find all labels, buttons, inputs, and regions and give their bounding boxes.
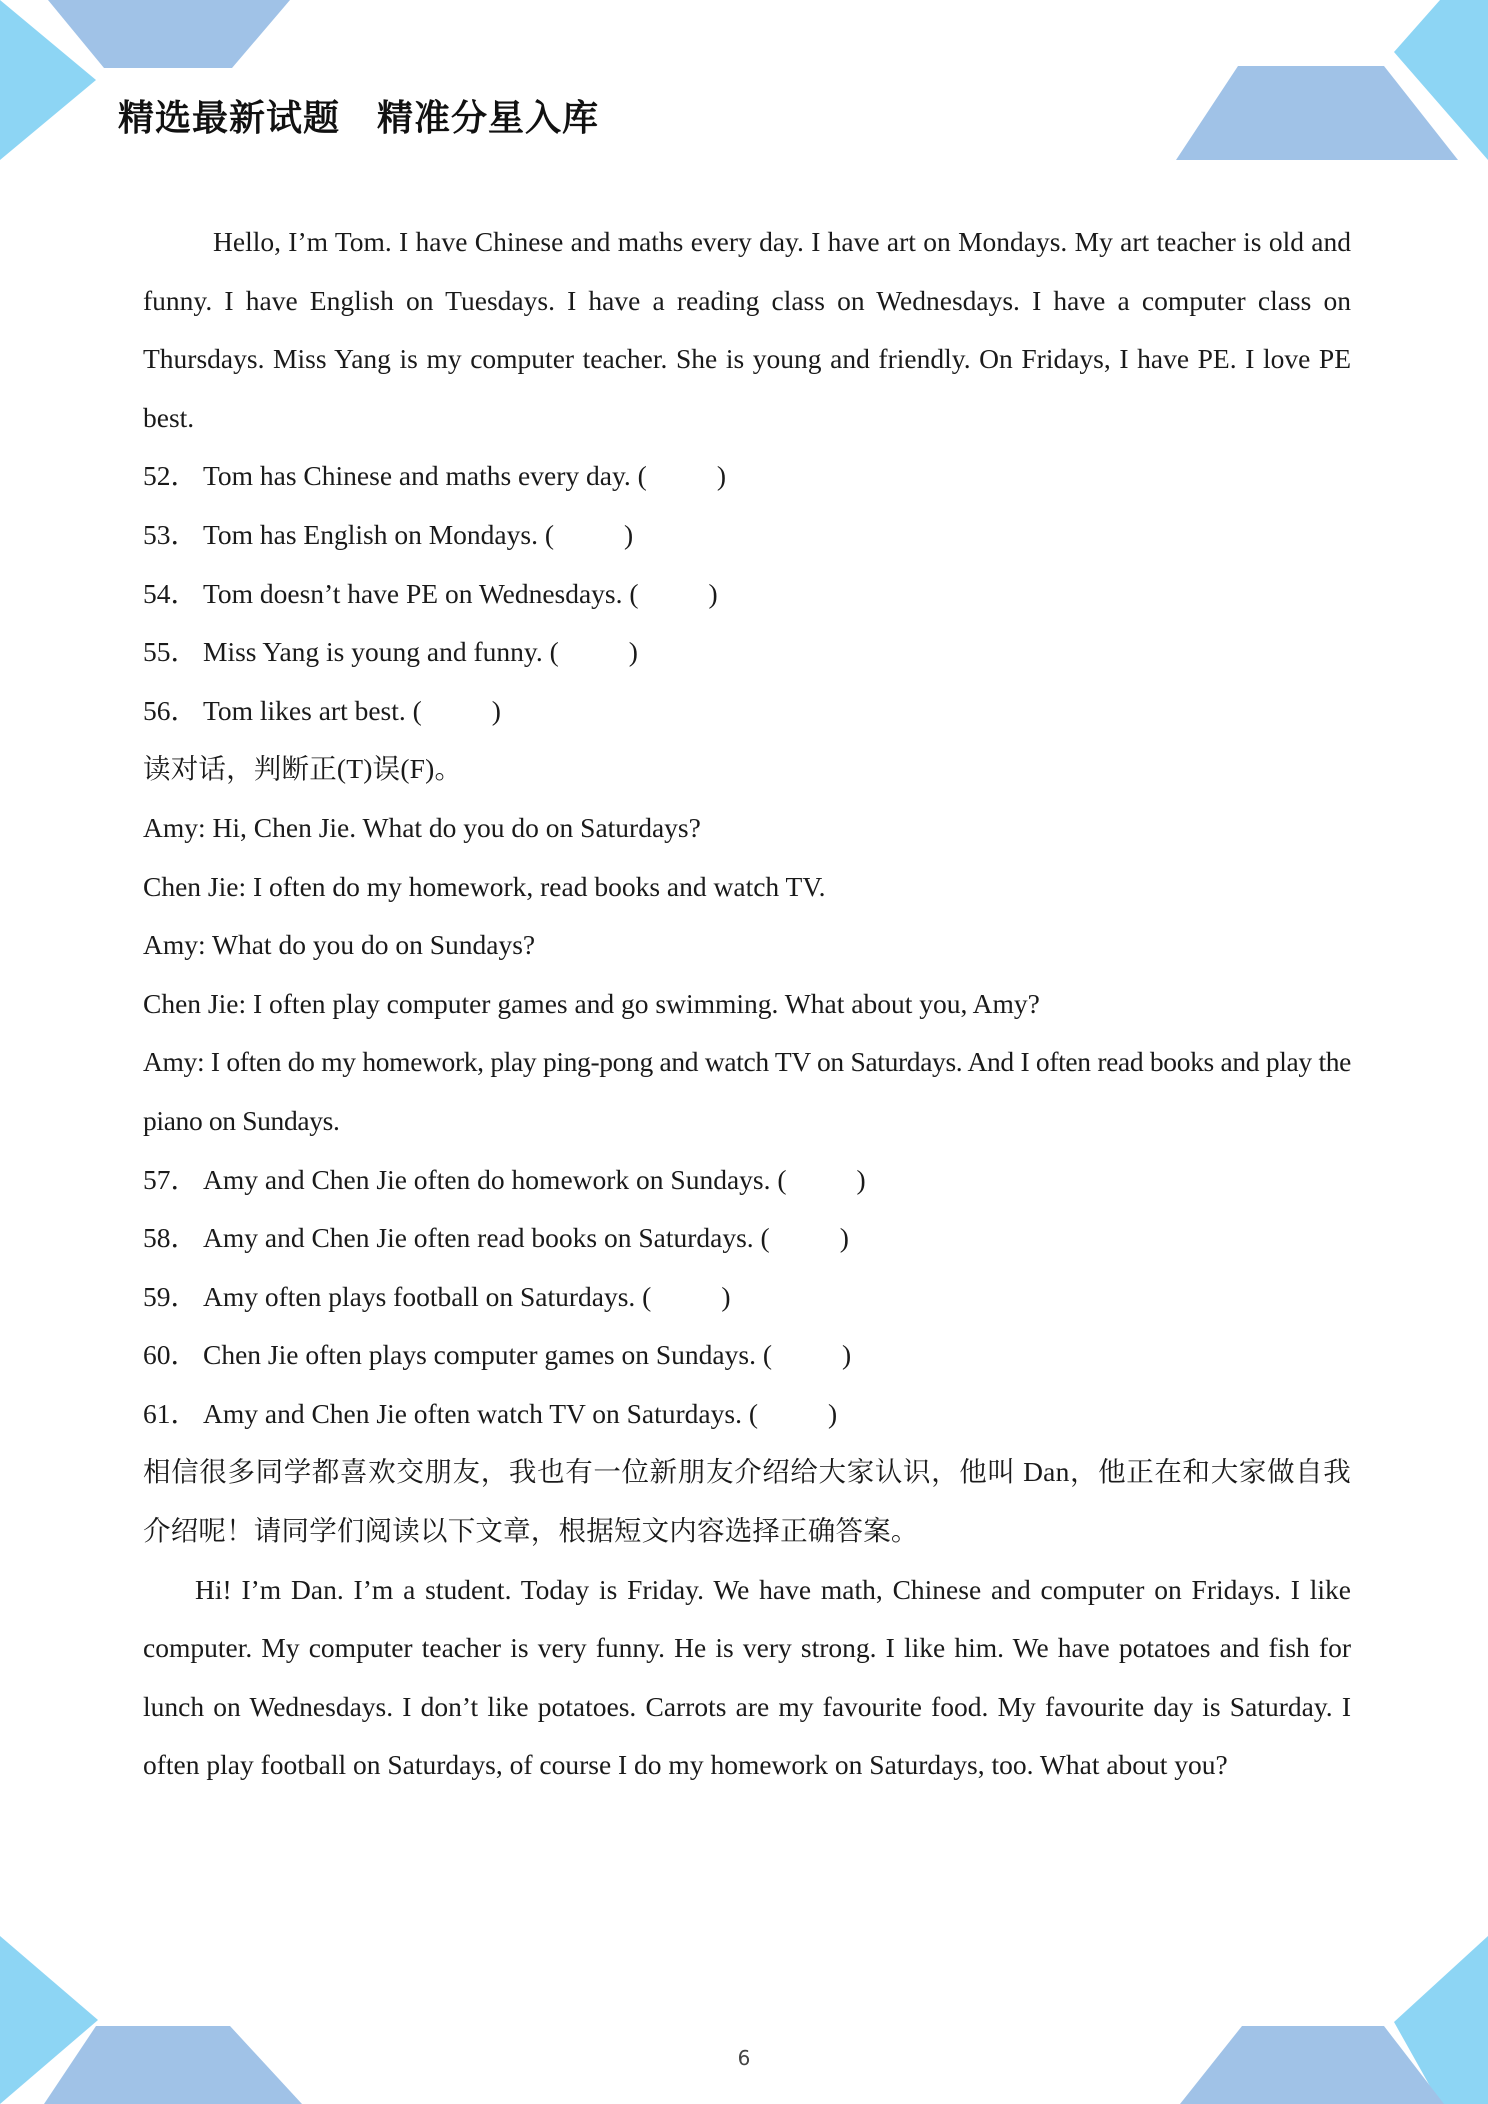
- question-number: 59．: [143, 1280, 198, 1312]
- question-close: ): [839, 1222, 849, 1254]
- question-number: 53．: [143, 518, 198, 550]
- question-close: ): [623, 518, 634, 550]
- question-close: ): [721, 1280, 731, 1312]
- question-number: 52．: [143, 460, 198, 492]
- question-number: 56．: [143, 694, 198, 726]
- top-left-triangle: [0, 0, 96, 160]
- question-text: Miss Yang is young and funny. (: [203, 636, 559, 668]
- passage-tom: Hello, I’m Tom. I have Chinese and maths every day. I have art on Mondays. My art teacher is old and funny. I have English on Tuesdays. I have a reading class on Wednesdays. I have a computer class on Thursdays. Miss Yang is my computer teacher. She is young and friendly. On Fridays, I have PE. I love PE best.: [143, 226, 1351, 433]
- question-text: Amy and Chen Jie often read books on Saturdays. (: [203, 1222, 770, 1254]
- bottom-right-triangle: [1394, 1936, 1488, 2104]
- question-59: [143, 1268, 1351, 1327]
- question-close: ): [856, 1163, 866, 1195]
- question-57: [143, 1151, 1351, 1210]
- question-close: ): [708, 577, 718, 609]
- dialog-line: Amy: What do you do on Sundays?: [143, 929, 536, 961]
- question-58: [143, 1209, 1351, 1268]
- dan-intro: 相信很多同学都喜欢交朋友，我也有一位新朋友介绍给大家认识，他叫 Dan，他正在和大家做自我介绍呢！请同学们阅读以下文章，根据短文内容选择正确答案。: [143, 1456, 1351, 1547]
- question-number: 57．: [143, 1163, 198, 1195]
- dialog-instruction: 读对话，判断正(T)误(F)。: [143, 753, 463, 785]
- passage-dan: Hi! I’m Dan. I’m a student. Today is Friday. We have math, Chinese and computer on Fridays. I like computer. My computer teacher is very funny. He is very strong. I like him. We have potatoes and fish for lunch on Wednesdays. I don’t like potatoes. Carrots are my favourite food. My favourite day is Saturday. I often play football on Saturdays, of course I do my homework on Saturdays, too. What about you?: [143, 1573, 1351, 1781]
- question-61: [143, 1385, 1351, 1444]
- page-header-title: 精选最新试题 精准分星入库: [118, 98, 600, 139]
- question-54: [143, 565, 1351, 624]
- top-right-trapezoid: [1176, 66, 1458, 160]
- page-content: [143, 213, 1351, 1795]
- question-number: 61．: [143, 1397, 198, 1429]
- question-number: 54．: [143, 577, 198, 609]
- question-text: Amy and Chen Jie often watch TV on Saturdays. (: [203, 1397, 758, 1429]
- question-close: ): [491, 694, 501, 726]
- question-text: Tom has English on Mondays. (: [203, 518, 554, 550]
- question-text: Tom doesn’t have PE on Wednesdays. (: [203, 577, 639, 609]
- dialog-line: Amy: I often do my homework, play ping-pong and watch TV on Saturdays. And I often read books and play the piano on Sundays.: [143, 1046, 1351, 1136]
- question-number: 60．: [143, 1339, 198, 1371]
- question-55: [143, 623, 1351, 682]
- question-number: 58．: [143, 1222, 198, 1254]
- bottom-left-triangle: [0, 1936, 98, 2104]
- question-close: ): [842, 1339, 852, 1371]
- dialog-line: Amy: Hi, Chen Jie. What do you do on Saturdays?: [143, 811, 701, 843]
- dialog-line: Chen Jie: I often do my homework, read books and watch TV.: [143, 870, 826, 902]
- dialog-line: Chen Jie: I often play computer games and go swimming. What about you, Amy?: [143, 987, 1040, 1019]
- question-close: ): [828, 1397, 838, 1429]
- question-text: Amy often plays football on Saturdays. (: [203, 1280, 652, 1312]
- question-text: Amy and Chen Jie often do homework on Sundays. (: [203, 1163, 787, 1195]
- question-52: [143, 447, 1351, 506]
- question-text: Chen Jie often plays computer games on Sundays. (: [203, 1339, 772, 1371]
- top-left-trapezoid: [48, 0, 290, 68]
- question-text: Tom has Chinese and maths every day. (: [203, 460, 647, 492]
- question-60: [143, 1326, 1351, 1385]
- page-number: 6: [737, 2046, 751, 2070]
- question-close: ): [628, 636, 638, 668]
- question-number: 55．: [143, 636, 198, 668]
- question-53: [143, 506, 1351, 565]
- question-56: [143, 682, 1351, 741]
- question-close: ): [716, 460, 726, 492]
- question-text: Tom likes art best. (: [203, 694, 422, 726]
- top-right-triangle: [1394, 0, 1488, 160]
